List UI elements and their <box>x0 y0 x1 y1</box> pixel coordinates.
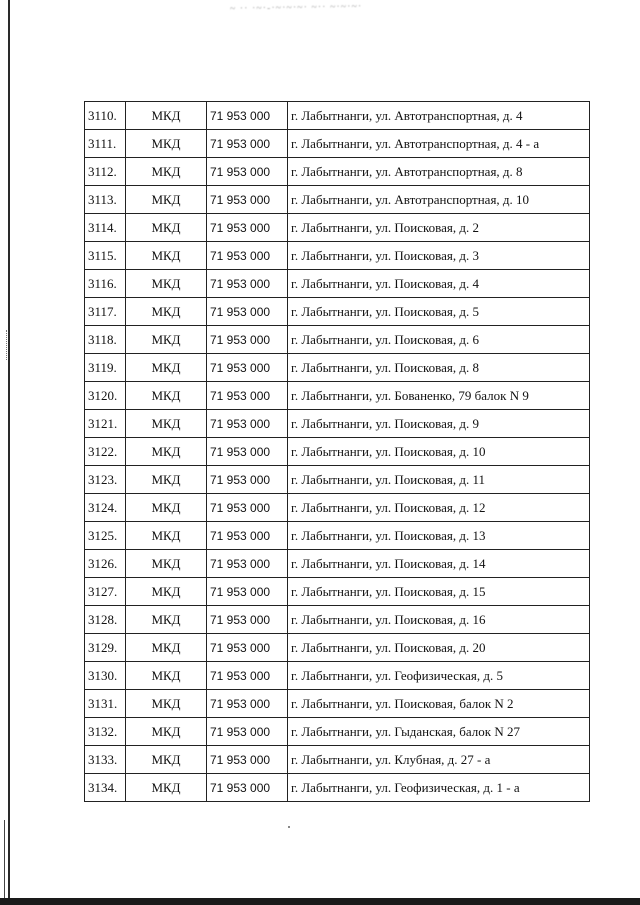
address-cell: г. Лабытнанги, ул. Поисковая, д. 16 <box>288 606 590 634</box>
scan-artifact-dot <box>288 826 290 828</box>
table-row <box>85 606 590 634</box>
oktmo-code-cell: 71 953 000 <box>207 158 288 186</box>
table-row <box>85 494 590 522</box>
row-number-cell: 3122. <box>85 438 126 466</box>
address-cell: г. Лабытнанги, ул. Поисковая, д. 8 <box>288 354 590 382</box>
address-cell: г. Лабытнанги, ул. Геофизическая, д. 1 - а <box>288 774 590 802</box>
scan-edge-line <box>8 0 10 905</box>
building-type-cell: МКД <box>126 270 207 298</box>
address-cell: г. Лабытнанги, ул. Поисковая, д. 20 <box>288 634 590 662</box>
building-type-cell: МКД <box>126 774 207 802</box>
table-row <box>85 158 590 186</box>
building-type-cell: МКД <box>126 298 207 326</box>
row-number-cell: 3117. <box>85 298 126 326</box>
oktmo-code-cell: 71 953 000 <box>207 774 288 802</box>
table-row <box>85 578 590 606</box>
address-cell: г. Лабытнанги, ул. Поисковая, д. 11 <box>288 466 590 494</box>
building-type-cell: МКД <box>126 186 207 214</box>
housing-registry-table <box>84 101 590 802</box>
table-row <box>85 662 590 690</box>
building-type-cell: МКД <box>126 662 207 690</box>
building-type-cell: МКД <box>126 522 207 550</box>
table-row <box>85 690 590 718</box>
row-number-cell: 3120. <box>85 382 126 410</box>
address-cell: г. Лабытнанги, ул. Автотранспортная, д. 10 <box>288 186 590 214</box>
table-row <box>85 550 590 578</box>
address-cell: г. Лабытнанги, ул. Поисковая, д. 3 <box>288 242 590 270</box>
row-number-cell: 3131. <box>85 690 126 718</box>
building-type-cell: МКД <box>126 354 207 382</box>
address-cell: г. Лабытнанги, ул. Поисковая, д. 12 <box>288 494 590 522</box>
oktmo-code-cell: 71 953 000 <box>207 634 288 662</box>
row-number-cell: 3119. <box>85 354 126 382</box>
row-number-cell: 3134. <box>85 774 126 802</box>
address-cell: г. Лабытнанги, ул. Поисковая, д. 10 <box>288 438 590 466</box>
registry-table-body <box>85 102 590 802</box>
oktmo-code-cell: 71 953 000 <box>207 130 288 158</box>
building-type-cell: МКД <box>126 242 207 270</box>
table-row <box>85 466 590 494</box>
oktmo-code-cell: 71 953 000 <box>207 522 288 550</box>
building-type-cell: МКД <box>126 690 207 718</box>
building-type-cell: МКД <box>126 102 207 130</box>
scan-artifact-dots <box>6 330 9 360</box>
building-type-cell: МКД <box>126 410 207 438</box>
table-row <box>85 718 590 746</box>
row-number-cell: 3111. <box>85 130 126 158</box>
building-type-cell: МКД <box>126 382 207 410</box>
building-type-cell: МКД <box>126 746 207 774</box>
address-cell: г. Лабытнанги, ул. Автотранспортная, д. 4 - а <box>288 130 590 158</box>
oktmo-code-cell: 71 953 000 <box>207 550 288 578</box>
building-type-cell: МКД <box>126 158 207 186</box>
address-cell: г. Лабытнанги, ул. Поисковая, д. 14 <box>288 550 590 578</box>
table-row <box>85 102 590 130</box>
row-number-cell: 3113. <box>85 186 126 214</box>
address-cell: г. Лабытнанги, ул. Поисковая, д. 4 <box>288 270 590 298</box>
building-type-cell: МКД <box>126 606 207 634</box>
address-cell: г. Лабытнанги, ул. Поисковая, д. 15 <box>288 578 590 606</box>
row-number-cell: 3123. <box>85 466 126 494</box>
building-type-cell: МКД <box>126 494 207 522</box>
table-row <box>85 382 590 410</box>
row-number-cell: 3115. <box>85 242 126 270</box>
address-cell: г. Лабытнанги, ул. Бованенко, 79 балок N 9 <box>288 382 590 410</box>
address-cell: г. Лабытнанги, ул. Клубная, д. 27 - а <box>288 746 590 774</box>
oktmo-code-cell: 71 953 000 <box>207 382 288 410</box>
address-cell: г. Лабытнанги, ул. Поисковая, балок N 2 <box>288 690 590 718</box>
row-number-cell: 3128. <box>85 606 126 634</box>
oktmo-code-cell: 71 953 000 <box>207 102 288 130</box>
table-row <box>85 214 590 242</box>
row-number-cell: 3121. <box>85 410 126 438</box>
address-cell: г. Лабытнанги, ул. Поисковая, д. 2 <box>288 214 590 242</box>
table-row <box>85 746 590 774</box>
table-row <box>85 774 590 802</box>
table-row <box>85 634 590 662</box>
row-number-cell: 3127. <box>85 578 126 606</box>
building-type-cell: МКД <box>126 466 207 494</box>
scan-bottom-edge <box>0 898 640 905</box>
address-cell: г. Лабытнанги, ул. Поисковая, д. 13 <box>288 522 590 550</box>
building-type-cell: МКД <box>126 550 207 578</box>
table-row <box>85 354 590 382</box>
table-row <box>85 130 590 158</box>
building-type-cell: МКД <box>126 214 207 242</box>
oktmo-code-cell: 71 953 000 <box>207 326 288 354</box>
row-number-cell: 3126. <box>85 550 126 578</box>
oktmo-code-cell: 71 953 000 <box>207 718 288 746</box>
table-row <box>85 186 590 214</box>
table-row <box>85 298 590 326</box>
address-cell: г. Лабытнанги, ул. Автотранспортная, д. 8 <box>288 158 590 186</box>
table-row <box>85 410 590 438</box>
row-number-cell: 3124. <box>85 494 126 522</box>
table-row <box>85 438 590 466</box>
row-number-cell: 3118. <box>85 326 126 354</box>
oktmo-code-cell: 71 953 000 <box>207 494 288 522</box>
table-row <box>85 270 590 298</box>
address-cell: г. Лабытнанги, ул. Автотранспортная, д. 4 <box>288 102 590 130</box>
scan-edge-line-lower <box>4 820 5 905</box>
building-type-cell: МКД <box>126 634 207 662</box>
address-cell: г. Лабытнанги, ул. Поисковая, д. 6 <box>288 326 590 354</box>
oktmo-code-cell: 71 953 000 <box>207 298 288 326</box>
oktmo-code-cell: 71 953 000 <box>207 186 288 214</box>
building-type-cell: МКД <box>126 578 207 606</box>
table-row <box>85 522 590 550</box>
oktmo-code-cell: 71 953 000 <box>207 466 288 494</box>
table-row <box>85 326 590 354</box>
building-type-cell: МКД <box>126 326 207 354</box>
address-cell: г. Лабытнанги, ул. Поисковая, д. 9 <box>288 410 590 438</box>
row-number-cell: 3130. <box>85 662 126 690</box>
oktmo-code-cell: 71 953 000 <box>207 354 288 382</box>
building-type-cell: МКД <box>126 718 207 746</box>
oktmo-code-cell: 71 953 000 <box>207 270 288 298</box>
faded-stamp-mark: ~ ·· ·~·-·~·~·~· ~·· ~·~·~· <box>229 1 363 15</box>
row-number-cell: 3110. <box>85 102 126 130</box>
oktmo-code-cell: 71 953 000 <box>207 242 288 270</box>
oktmo-code-cell: 71 953 000 <box>207 410 288 438</box>
address-cell: г. Лабытнанги, ул. Геофизическая, д. 5 <box>288 662 590 690</box>
table-row <box>85 242 590 270</box>
row-number-cell: 3116. <box>85 270 126 298</box>
oktmo-code-cell: 71 953 000 <box>207 662 288 690</box>
oktmo-code-cell: 71 953 000 <box>207 746 288 774</box>
address-cell: г. Лабытнанги, ул. Гыданская, балок N 27 <box>288 718 590 746</box>
row-number-cell: 3112. <box>85 158 126 186</box>
building-type-cell: МКД <box>126 130 207 158</box>
row-number-cell: 3133. <box>85 746 126 774</box>
oktmo-code-cell: 71 953 000 <box>207 438 288 466</box>
building-type-cell: МКД <box>126 438 207 466</box>
oktmo-code-cell: 71 953 000 <box>207 578 288 606</box>
oktmo-code-cell: 71 953 000 <box>207 690 288 718</box>
oktmo-code-cell: 71 953 000 <box>207 606 288 634</box>
address-cell: г. Лабытнанги, ул. Поисковая, д. 5 <box>288 298 590 326</box>
row-number-cell: 3114. <box>85 214 126 242</box>
row-number-cell: 3125. <box>85 522 126 550</box>
row-number-cell: 3129. <box>85 634 126 662</box>
oktmo-code-cell: 71 953 000 <box>207 214 288 242</box>
row-number-cell: 3132. <box>85 718 126 746</box>
